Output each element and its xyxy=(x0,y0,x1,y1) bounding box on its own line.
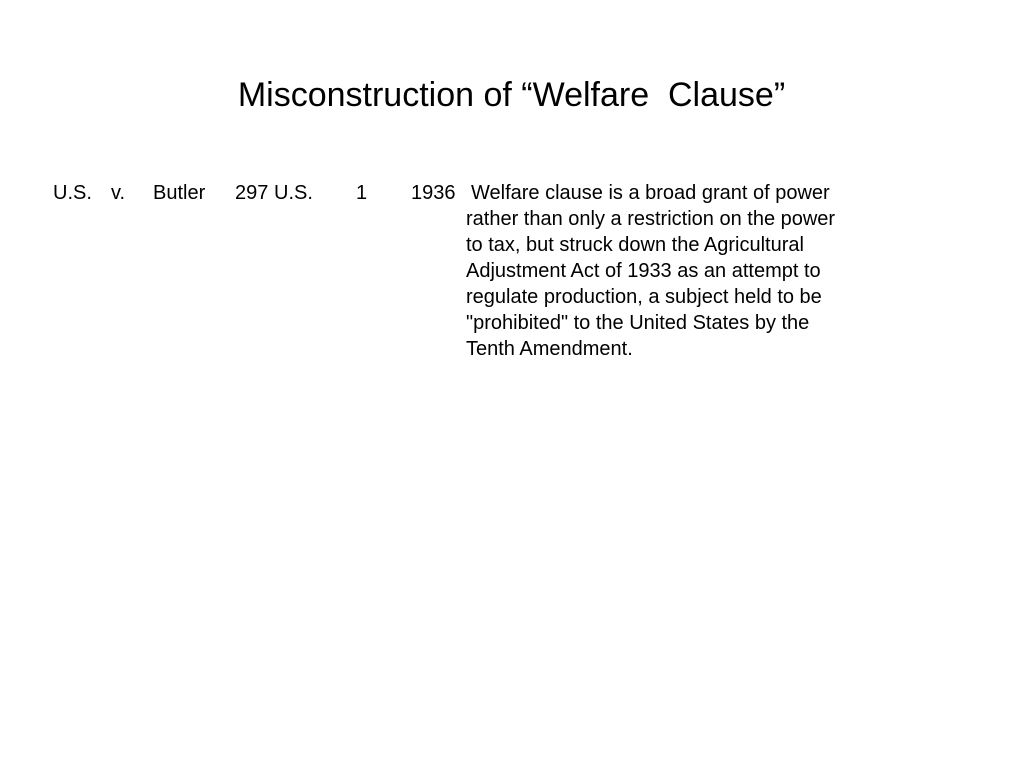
case-defendant: Butler xyxy=(153,182,206,204)
case-plaintiff: U.S. xyxy=(53,182,92,204)
holding-line: "prohibited" to the United States by the xyxy=(466,312,810,334)
slide-title: Misconstruction of “Welfare Clause” xyxy=(237,76,786,114)
holding-line: Adjustment Act of 1933 as an attempt to xyxy=(466,260,821,282)
case-holding xyxy=(466,180,911,362)
holding-line: regulate production, a subject held to be xyxy=(466,286,822,308)
case-page: 1 xyxy=(356,182,368,204)
holding-line: Welfare clause is a broad grant of power xyxy=(471,182,830,204)
holding-line: rather than only a restriction on the power xyxy=(466,208,836,230)
case-year: 1936 xyxy=(411,182,456,204)
holding-line: to tax, but struck down the Agricultural xyxy=(466,234,804,256)
case-reporter: U.S. xyxy=(274,182,313,204)
holding-line: Tenth Amendment. xyxy=(466,338,633,360)
case-volume: 297 xyxy=(235,182,269,204)
case-versus: v. xyxy=(111,182,126,204)
